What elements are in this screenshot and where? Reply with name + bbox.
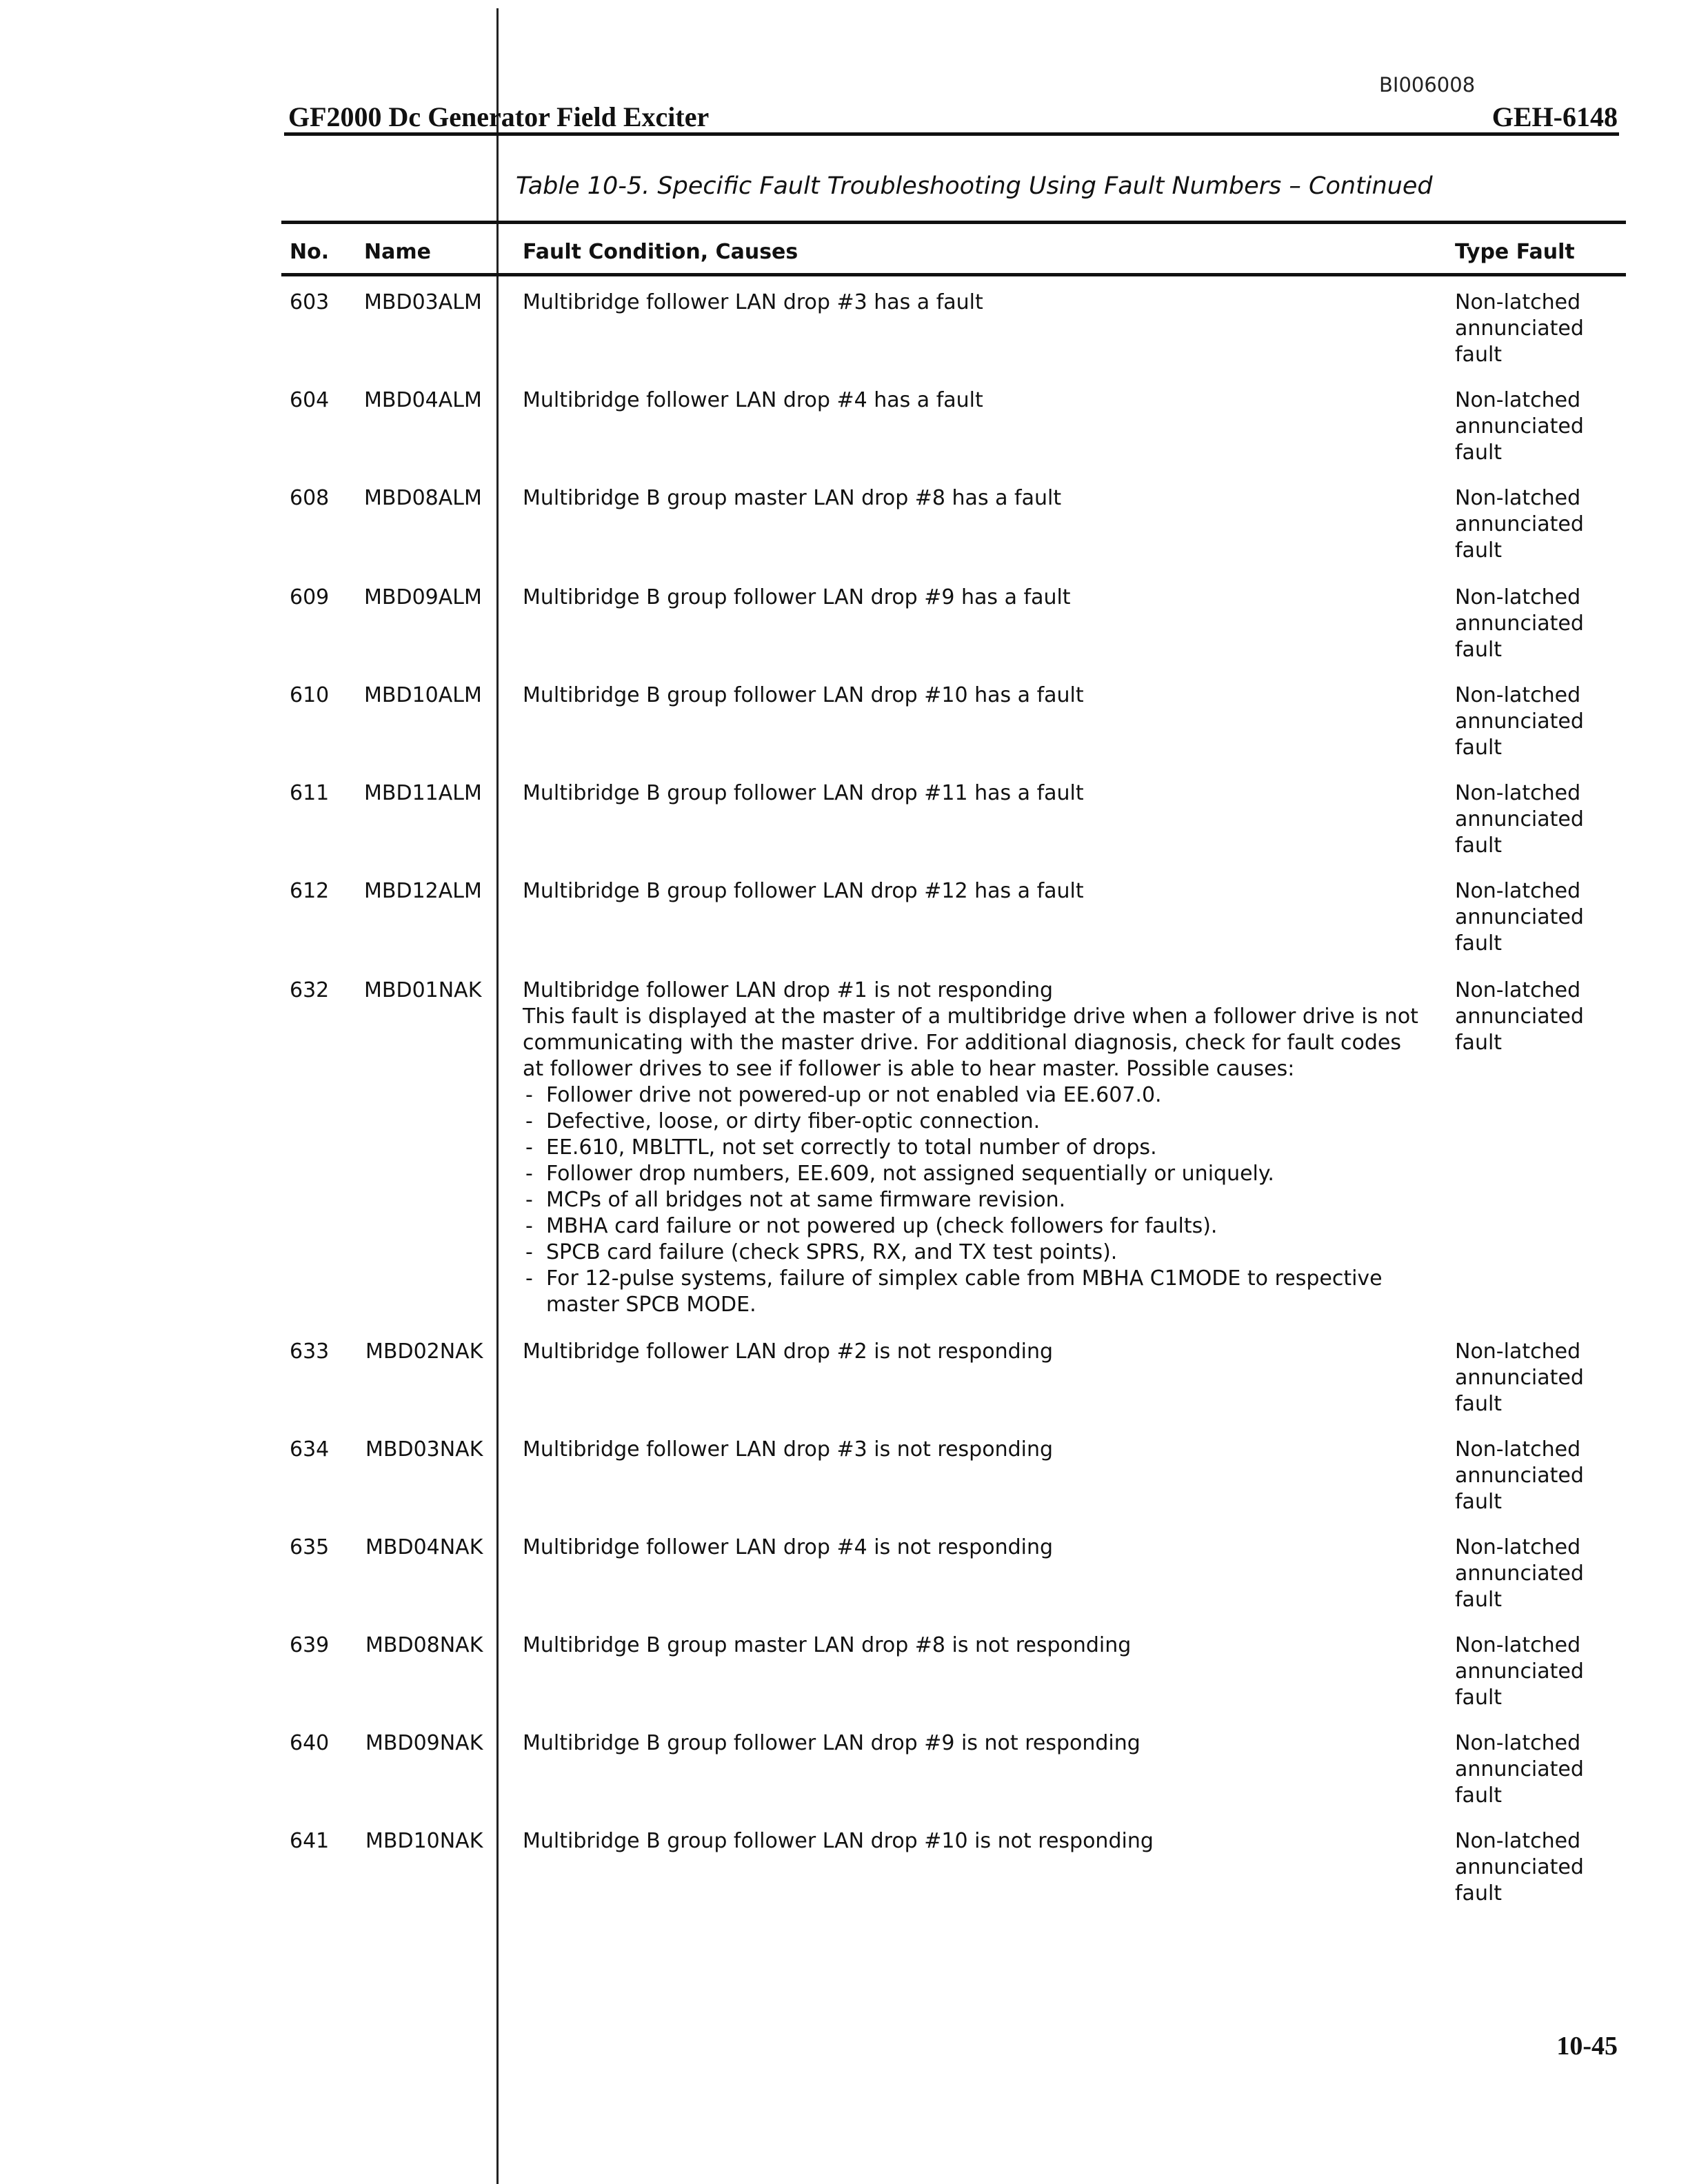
possible-causes-list bbox=[523, 1082, 1419, 1318]
fault-condition-summary: Multibridge follower LAN drop #1 is not responding bbox=[523, 978, 1054, 1002]
fault-type: Non-latched annunciated fault bbox=[1455, 1731, 1584, 1808]
fault-condition-summary: Multibridge B group follower LAN drop #9 has a fault bbox=[523, 585, 1071, 609]
fault-type: Non-latched annunciated fault bbox=[1455, 1535, 1584, 1612]
fault-type: Non-latched annunciated fault bbox=[1455, 879, 1584, 956]
fault-name: MBD01NAK bbox=[364, 978, 482, 1002]
fault-type: Non-latched annunciated fault bbox=[1455, 781, 1584, 858]
possible-cause-item: - Defective, loose, or dirty fiber-optic connection. bbox=[523, 1109, 1419, 1135]
fault-type: Non-latched annunciated fault bbox=[1455, 1633, 1584, 1710]
possible-cause-item: - MCPs of all bridges not at same firmware revision. bbox=[523, 1187, 1419, 1213]
fault-type: Non-latched annunciated fault bbox=[1455, 1437, 1584, 1514]
fault-condition-summary: Multibridge follower LAN drop #4 is not responding bbox=[523, 1535, 1054, 1559]
vertical-binding-line bbox=[496, 8, 499, 2184]
fault-name: MBD08ALM bbox=[364, 486, 482, 510]
fault-condition-summary: Multibridge B group master LAN drop #8 is not responding bbox=[523, 1633, 1132, 1657]
table-caption: Table 10-5. Specific Fault Troubleshooting Using Fault Numbers – Continued bbox=[516, 172, 1433, 200]
column-header-no: No. bbox=[290, 240, 330, 264]
fault-type: Non-latched annunciated fault bbox=[1455, 1339, 1584, 1416]
fault-condition bbox=[523, 1828, 1419, 1854]
fault-number: 632 bbox=[290, 978, 330, 1002]
fault-name: MBD08NAK bbox=[365, 1633, 483, 1657]
fault-condition-summary: Multibridge follower LAN drop #3 has a fault bbox=[523, 290, 983, 314]
running-header-doc-number: GEH-6148 bbox=[1491, 101, 1618, 132]
fault-condition bbox=[523, 1632, 1419, 1659]
fault-condition bbox=[523, 1339, 1419, 1365]
header-rule bbox=[284, 132, 1619, 136]
fault-number: 641 bbox=[290, 1829, 330, 1853]
column-header-type: Type Fault bbox=[1455, 240, 1575, 264]
fault-number: 611 bbox=[290, 781, 330, 805]
fault-number: 612 bbox=[290, 879, 330, 903]
possible-cause-item: - For 12-pulse systems, failure of simplex cable from MBHA C1MODE to respective master SPCB MODE. bbox=[523, 1266, 1419, 1318]
fault-type: Non-latched annunciated fault bbox=[1455, 683, 1584, 760]
fault-condition-summary: Multibridge B group follower LAN drop #10 is not responding bbox=[523, 1829, 1154, 1853]
fault-condition bbox=[523, 780, 1419, 807]
fault-condition-summary: Multibridge follower LAN drop #3 is not responding bbox=[523, 1437, 1054, 1462]
fault-type: Non-latched annunciated fault bbox=[1455, 978, 1584, 1055]
fault-name: MBD11ALM bbox=[364, 781, 482, 805]
fault-number: 608 bbox=[290, 486, 330, 510]
possible-cause-item: - Follower drop numbers, EE.609, not assigned sequentially or uniquely. bbox=[523, 1161, 1419, 1187]
fault-condition bbox=[523, 485, 1419, 512]
fault-name: MBD09NAK bbox=[365, 1731, 483, 1755]
fault-name: MBD10NAK bbox=[365, 1829, 483, 1853]
fault-type: Non-latched annunciated fault bbox=[1455, 1829, 1584, 1905]
fault-number: 609 bbox=[290, 585, 330, 609]
fault-condition bbox=[523, 387, 1419, 414]
fault-condition-summary: Multibridge B group master LAN drop #8 has a fault bbox=[523, 486, 1062, 510]
fault-condition bbox=[523, 1730, 1419, 1757]
fault-name: MBD03NAK bbox=[365, 1437, 483, 1462]
fault-condition bbox=[523, 878, 1419, 904]
page-number: 10-45 bbox=[1556, 2032, 1618, 2061]
fault-number: 633 bbox=[290, 1339, 330, 1364]
fault-name: MBD04ALM bbox=[364, 388, 482, 412]
table-top-rule bbox=[281, 221, 1626, 224]
column-header-name: Name bbox=[364, 240, 431, 264]
fault-name: MBD04NAK bbox=[365, 1535, 483, 1559]
fault-condition-summary: Multibridge B group follower LAN drop #12 has a fault bbox=[523, 879, 1084, 903]
fault-condition-summary: Multibridge follower LAN drop #4 has a fault bbox=[523, 388, 983, 412]
fault-number: 635 bbox=[290, 1535, 330, 1559]
column-header-rule bbox=[281, 273, 1626, 276]
fault-condition bbox=[523, 290, 1419, 316]
fault-number: 604 bbox=[290, 388, 330, 412]
fault-number: 640 bbox=[290, 1731, 330, 1755]
fault-condition-summary: Multibridge follower LAN drop #2 is not responding bbox=[523, 1339, 1054, 1364]
possible-cause-item: - MBHA card failure or not powered up (check followers for faults). bbox=[523, 1213, 1419, 1240]
fault-type: Non-latched annunciated fault bbox=[1455, 585, 1584, 662]
running-header-title: GF2000 Dc Generator Field Exciter bbox=[288, 101, 710, 132]
fault-condition bbox=[523, 978, 1419, 1318]
fault-condition bbox=[523, 585, 1419, 611]
fault-type: Non-latched annunciated fault bbox=[1455, 486, 1584, 563]
possible-cause-item: - Follower drive not powered-up or not enabled via EE.607.0. bbox=[523, 1082, 1419, 1109]
fault-name: MBD09ALM bbox=[364, 585, 482, 609]
possible-cause-item: - SPCB card failure (check SPRS, RX, and TX test points). bbox=[523, 1240, 1419, 1266]
possible-cause-item: - EE.610, MBLTTL, not set correctly to total number of drops. bbox=[523, 1135, 1419, 1161]
fault-condition bbox=[523, 1535, 1419, 1561]
fault-name: MBD12ALM bbox=[364, 879, 482, 903]
fault-condition-summary: Multibridge B group follower LAN drop #11 has a fault bbox=[523, 781, 1084, 805]
column-header-condition: Fault Condition, Causes bbox=[523, 240, 798, 264]
fault-name: MBD03ALM bbox=[364, 290, 482, 314]
fault-number: 610 bbox=[290, 683, 330, 707]
fault-condition bbox=[523, 1437, 1419, 1463]
fault-type: Non-latched annunciated fault bbox=[1455, 290, 1584, 367]
fault-name: MBD10ALM bbox=[364, 683, 482, 707]
fault-condition-detail: This fault is displayed at the master of a multibridge drive when a follower drive is not communicating with the master drive. For additional diagnosis, check for fault codes at follower drives to see if follower is able to hear master. Possible causes: bbox=[523, 1004, 1418, 1081]
document-id: BI006008 bbox=[1379, 73, 1476, 97]
fault-type: Non-latched annunciated fault bbox=[1455, 388, 1584, 465]
fault-condition-summary: Multibridge B group follower LAN drop #10 has a fault bbox=[523, 683, 1084, 707]
fault-number: 603 bbox=[290, 290, 330, 314]
fault-condition-summary: Multibridge B group follower LAN drop #9 is not responding bbox=[523, 1731, 1141, 1755]
fault-number: 639 bbox=[290, 1633, 330, 1657]
fault-name: MBD02NAK bbox=[365, 1339, 483, 1364]
fault-condition bbox=[523, 682, 1419, 709]
fault-number: 634 bbox=[290, 1437, 330, 1462]
